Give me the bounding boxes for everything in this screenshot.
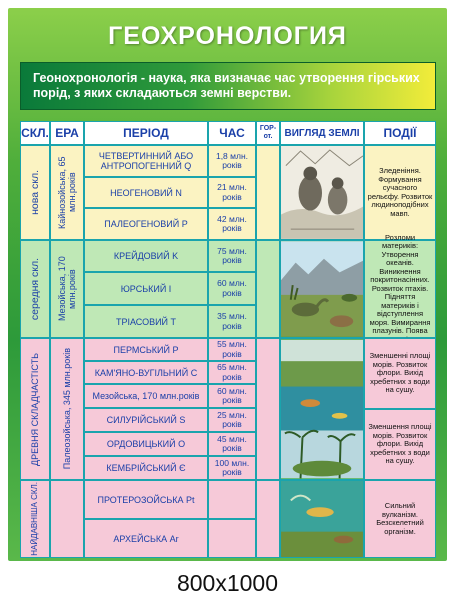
scale-middle-label: середня скл.: [28, 257, 41, 321]
time-silurian: 25 млн. років: [208, 408, 256, 432]
header-mountain: ГОР-от.: [256, 121, 280, 145]
era-cenozoic: [50, 145, 84, 240]
period-neogene: НЕОГЕНОВИЙ N: [84, 177, 208, 208]
period-jurassic: ЮРСЬКИЙ I: [84, 272, 208, 305]
period-ordovician: ОРДОВИЦЬКИЙ O: [84, 432, 208, 456]
header-era: ЕРА: [50, 121, 84, 145]
period-quaternary: ЧЕТВЕРТИННИЙ АБО АНТРОПОГЕННИЙ Q: [84, 145, 208, 177]
scale-oldest-label: НАЙДАВНІША СКЛ.: [30, 482, 39, 556]
scale-middle: [20, 240, 50, 338]
scale-oldest: [20, 480, 50, 558]
era-mesozoic: [50, 240, 84, 338]
era-paleozoic: [50, 338, 84, 480]
period-cambrian: КЕМБРІЙСЬКИЙ Є: [84, 456, 208, 480]
era-paleozoic-label: Палеозойська, 345 млн.років: [62, 348, 72, 470]
header-events: ПОДІЇ: [364, 121, 436, 145]
size-caption: 800x1000: [176, 570, 279, 596]
time-triassic: 35 млн. років: [208, 305, 256, 338]
scale-ancient-label: ДРЕВНЯ СКЛАДЧАСТІСТЬ: [30, 352, 40, 466]
time-carboniferous: 65 млн. років: [208, 361, 256, 384]
geochronology-table: [20, 121, 436, 558]
scale-new: [20, 145, 50, 240]
page-title: ГЕОХРОНОЛОГИЯ: [108, 22, 347, 50]
time-archean: [208, 519, 256, 558]
dinosaurs-landscape-icon: [281, 241, 363, 337]
scale-ancient: [20, 338, 50, 480]
period-permian: ПЕРМСЬКИЙ P: [84, 338, 208, 361]
period-devonian: Мезойська, 170 млн.років: [84, 384, 208, 408]
time-quaternary: 1,8 млн. років: [208, 145, 256, 177]
events-mesozoic: материків: Утворення океанів. Виникнення покритонасінних. Розвиток птахів. Підняття материків і відступлення моря. Вимирання плазунів. Поява: [364, 240, 436, 338]
era-mesozoic-label: Мезойська, 170 млн.років: [57, 256, 77, 322]
events-paleozoic-upper: Зменшенні площі морів. Розвиток флори. Вихід хребетних з води на сушу.: [364, 338, 436, 409]
period-triassic: ТРІАСОВИЙ T: [84, 305, 208, 338]
time-neogene: 21 млн. років: [208, 177, 256, 208]
period-archean: АРХЕЙСЬКА Ar: [84, 519, 208, 558]
time-devonian: 60 млн. років: [208, 384, 256, 408]
mesozoic-illustration: [280, 240, 364, 338]
poster-background: [8, 8, 447, 561]
mountain-mesozoic: [256, 240, 280, 338]
header-period: ПЕРІОД: [84, 121, 208, 145]
time-ordovician: 45 млн. років: [208, 432, 256, 456]
time-permian: 55 млн. років: [208, 338, 256, 361]
paleozoic-illustration: [280, 338, 364, 480]
period-paleogene: ПАЛЕОГЕНОВИЙ P: [84, 208, 208, 240]
time-paleogene: 42 млн. років: [208, 208, 256, 240]
apes-drawing-icon: [281, 146, 363, 239]
time-cretaceous: 75 млн. років: [208, 240, 256, 272]
era-oldest: [50, 480, 84, 558]
mountain-paleozoic: [256, 338, 280, 480]
time-proterozoic: [208, 480, 256, 519]
cenozoic-illustration: [280, 145, 364, 240]
period-carboniferous: КАМ'ЯНО-ВУГІЛЬНИЙ C: [84, 361, 208, 384]
definition-banner: Геонохронологія - наука, яка визначає час утворення гірських порід, з яких складаються земні верстви.: [20, 62, 436, 110]
mountain-cenozoic: [256, 145, 280, 240]
events-cenozoic: Зледеніння. Формування сучасного рельєфу. Розвиток людиноподібних мавп.: [364, 145, 436, 240]
era-cenozoic-label: Кайнозойська, 65 млн.років: [57, 156, 77, 229]
period-cretaceous: КРЕЙДОВИЙ K: [84, 240, 208, 272]
time-cambrian: 100 млн. років: [208, 456, 256, 480]
events-oldest: Сильний вулканізм. Безскелетний організм.: [364, 480, 436, 558]
period-silurian: СИЛУРІЙСЬКИЙ S: [84, 408, 208, 432]
ancient-sea-icon: [281, 481, 363, 557]
header-view: ВИГЛЯД ЗЕМЛІ: [280, 121, 364, 145]
mountain-oldest: [256, 480, 280, 558]
time-jurassic: 60 млн. років: [208, 272, 256, 305]
events-paleozoic-lower: Зменшення площі морів. Розвиток флори. Вихід хребетних з води на сушу.: [364, 409, 436, 480]
precambrian-illustration: [280, 480, 364, 558]
scale-new-label: нова скл.: [28, 170, 41, 215]
header-scale: СКЛ.: [20, 121, 50, 145]
sea-and-forest-icon: [281, 339, 363, 479]
period-proterozoic: ПРОТЕРОЗОЙСЬКА Pt: [84, 480, 208, 519]
header-time: ЧАС: [208, 121, 256, 145]
